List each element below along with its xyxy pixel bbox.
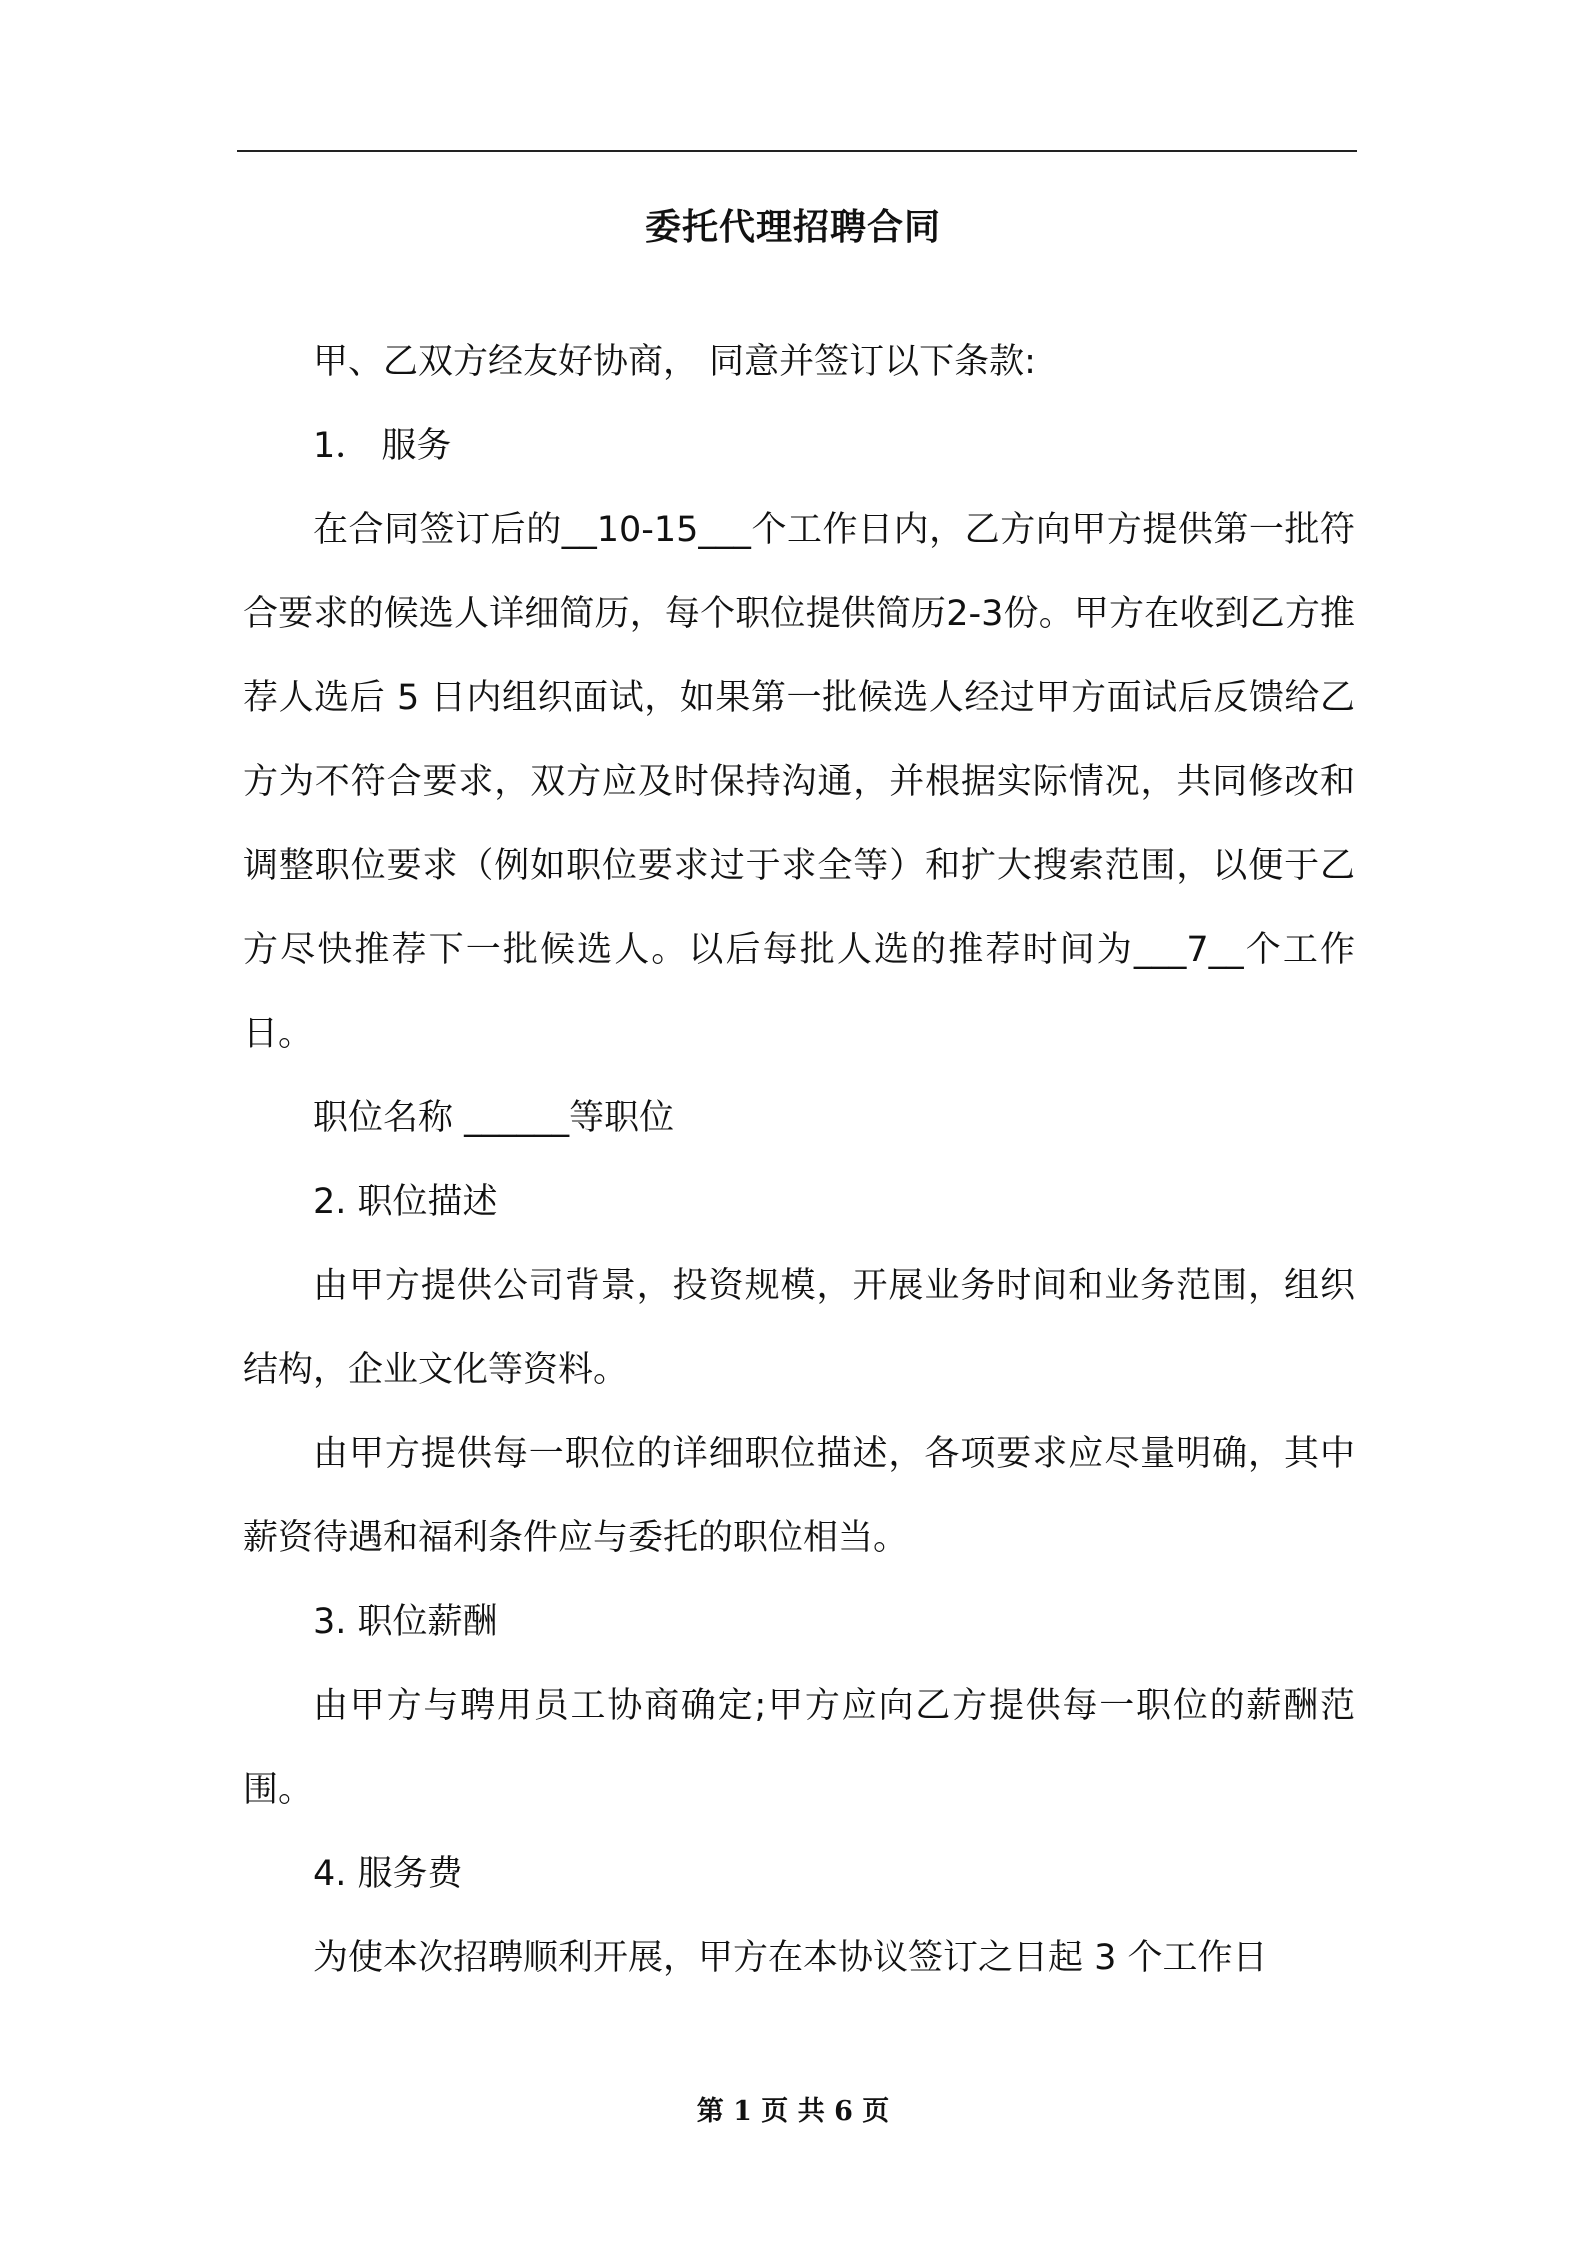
job-description-paragraph-2: 由甲方提供每一职位的详细职位描述，各项要求应尽量明确，其中薪资待遇和福利条件应与委托的职位相当。 (243, 1434, 1355, 1558)
section-heading-service: 1． 服务 (313, 426, 452, 466)
section-heading-service-fee: 4. 服务费 (313, 1854, 463, 1894)
section-heading-job-description: 2. 职位描述 (313, 1182, 498, 1222)
document-title: 委托代理招聘合同 (644, 207, 941, 248)
service-fee-paragraph: 为使本次招聘顺利开展，甲方在本协议签订之日起 3 个工作日 (313, 1938, 1268, 1978)
header-rule (237, 150, 1357, 152)
job-description-paragraph-1: 由甲方提供公司背景，投资规模，开展业务时间和业务范围，组织结构，企业文化等资料。 (243, 1266, 1355, 1390)
intro-paragraph: 甲、乙双方经友好协商， 同意并签订以下条款: (313, 342, 1036, 382)
document-body (243, 320, 1355, 2000)
page-number-footer: 第 1 页 共 6 页 (696, 2096, 890, 2127)
service-paragraph: 在合同签订后的__10-15___个工作日内，乙方向甲方提供第一批符合要求的候选人详细简历，每个职位提供简历2-3份。甲方在收到乙方推荐人选后 5 日内组织面试，如果第一批候选人经过甲方面试后反馈给乙方为不符合要求，双方应及时保持沟通，并根据实际情况，共同修改和调整职位要求（例如职位要求过于求全等）和扩大搜索范围，以便于乙方尽快推荐下一批候选人。以后每批人选的推荐时间为___7__个工作日。 (243, 510, 1355, 1054)
salary-paragraph: 由甲方与聘用员工协商确定;甲方应向乙方提供每一职位的薪酬范围。 (243, 1686, 1355, 1810)
section-heading-salary: 3. 职位薪酬 (313, 1602, 498, 1642)
position-name-line: 职位名称 ______等职位 (313, 1098, 675, 1138)
